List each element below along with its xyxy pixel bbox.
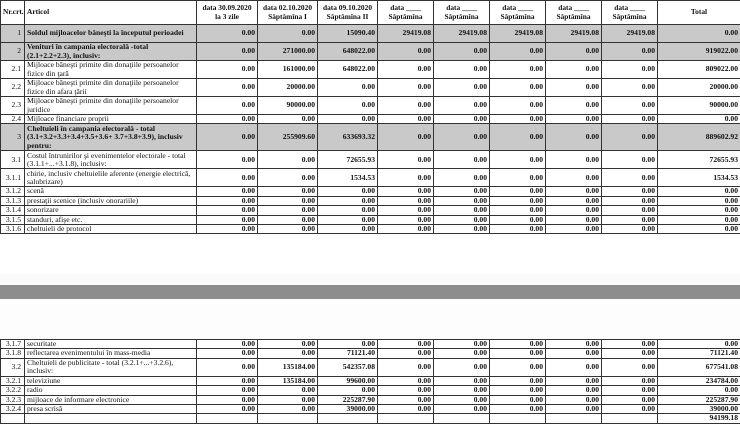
amount-cell: 0.00 (490, 215, 546, 224)
amount-cell: 0.00 (258, 196, 318, 205)
amount-cell: 0.00 (378, 358, 434, 376)
amount-cell: 0.00 (434, 386, 490, 395)
amount-cell: 0.00 (197, 376, 258, 385)
row-article: Mijloace băneşti primite din donaţiile persoanelor juridice (25, 97, 197, 115)
amount-cell: 0.00 (602, 340, 658, 349)
amount-cell: 0.00 (490, 115, 546, 124)
table-row (1, 115, 740, 124)
amount-cell: 0.00 (318, 97, 378, 115)
amount-cell: 633693.32 (318, 124, 378, 151)
row-number: 3.2.2 (1, 386, 25, 395)
amount-cell: 0.00 (258, 225, 318, 234)
row-number: 3.1.8 (1, 349, 25, 358)
row-article: televiziune (25, 376, 197, 385)
amount-cell: 0.00 (434, 43, 490, 61)
row-number: 3.1.2 (1, 187, 25, 196)
amount-cell: 29419.08 (378, 25, 434, 43)
amount-cell: 135184.00 (258, 376, 318, 385)
amount-cell: 0.00 (602, 169, 658, 187)
row-article: scenă (25, 187, 197, 196)
amount-cell: 0.00 (658, 115, 740, 124)
amount-cell: 0.00 (197, 43, 258, 61)
amount-cell: 648022.00 (318, 61, 378, 79)
amount-cell: 71121.40 (658, 349, 740, 358)
amount-cell: 0.00 (434, 405, 490, 414)
row-article: Cheltuieli în campania electorală - total (3.1+3.2+3.3+3.4+3.5+3.6+ 3.7+3.8+3.9), inclusiv pentru: (25, 124, 197, 151)
amount-cell: 0.00 (318, 206, 378, 215)
row-number: 3.1.3 (1, 196, 25, 205)
amount-cell: 809022.00 (658, 61, 740, 79)
amount-cell: 0.00 (378, 225, 434, 234)
amount-cell: 0.00 (378, 169, 434, 187)
amount-cell: 0.00 (546, 349, 602, 358)
amount-cell: 94199.18 (658, 414, 740, 423)
amount-cell: 0.00 (378, 395, 434, 404)
table-row (1, 206, 740, 215)
amount-cell: 15090.40 (318, 25, 378, 43)
table-row (1, 187, 740, 196)
amount-cell: 0.00 (197, 25, 258, 43)
amount-cell: 0.00 (378, 206, 434, 215)
amount-cell: 0.00 (546, 43, 602, 61)
amount-cell: 0.00 (197, 61, 258, 79)
amount-cell: 0.00 (378, 376, 434, 385)
amount-cell: 0.00 (434, 79, 490, 97)
amount-cell: 0.00 (197, 349, 258, 358)
amount-cell: 0.00 (546, 395, 602, 404)
row-article: mijloace de informare electronice (25, 395, 197, 404)
amount-cell (546, 414, 602, 423)
amount-cell: 0.00 (602, 386, 658, 395)
amount-cell: 0.00 (490, 395, 546, 404)
amount-cell: 0.00 (258, 151, 318, 169)
amount-cell: 0.00 (602, 43, 658, 61)
table-row (1, 43, 740, 61)
amount-cell: 0.00 (602, 405, 658, 414)
row-number: 3.1 (1, 151, 25, 169)
amount-cell: 0.00 (378, 151, 434, 169)
amount-cell: 0.00 (490, 196, 546, 205)
column-header: data ____ Săptămîna (602, 1, 658, 25)
amount-cell: 0.00 (197, 206, 258, 215)
amount-cell: 0.00 (318, 215, 378, 224)
amount-cell: 0.00 (197, 151, 258, 169)
amount-cell: 0.00 (434, 215, 490, 224)
row-article: securitate (25, 340, 197, 349)
row-number: 2 (1, 43, 25, 61)
amount-cell: 0.00 (490, 206, 546, 215)
row-number: 3.2.3 (1, 395, 25, 404)
amount-cell: 0.00 (258, 25, 318, 43)
amount-cell: 0.00 (602, 395, 658, 404)
amount-cell: 0.00 (378, 405, 434, 414)
amount-cell: 0.00 (546, 61, 602, 79)
amount-cell: 0.00 (258, 206, 318, 215)
amount-cell: 90000.00 (658, 97, 740, 115)
amount-cell: 0.00 (490, 358, 546, 376)
table-row (1, 151, 740, 169)
row-article: Venituri în campania electorală -total (2.1+2.2+2.3), inclusiv: (25, 43, 197, 61)
amount-cell: 39000.00 (318, 405, 378, 414)
row-article: Mijloace băneşti primite din donaţiile persoanelor fizice din afara ţării (25, 79, 197, 97)
amount-cell: 0.00 (658, 25, 740, 43)
row-number: 3.2 (1, 358, 25, 376)
row-article: Cheltuieli de publicitate - total (3.2.1+...+3.2.6), inclusiv: (25, 358, 197, 376)
amount-cell: 0.00 (378, 61, 434, 79)
column-header: data ____ Săptămîna (378, 1, 434, 25)
amount-cell: 0.00 (378, 97, 434, 115)
table-row (1, 349, 740, 358)
row-article (25, 414, 197, 423)
amount-cell: 0.00 (318, 225, 378, 234)
amount-cell: 0.00 (602, 358, 658, 376)
amount-cell: 0.00 (602, 215, 658, 224)
row-number: 3.1.1 (1, 169, 25, 187)
amount-cell: 0.00 (602, 349, 658, 358)
table-row (1, 414, 740, 423)
amount-cell: 72655.93 (658, 151, 740, 169)
amount-cell: 0.00 (658, 340, 740, 349)
amount-cell: 0.00 (546, 151, 602, 169)
amount-cell: 0.00 (490, 225, 546, 234)
amount-cell: 0.00 (658, 386, 740, 395)
amount-cell: 0.00 (378, 43, 434, 61)
table-row (1, 97, 740, 115)
amount-cell: 1534.53 (658, 169, 740, 187)
amount-cell: 0.00 (434, 115, 490, 124)
amount-cell: 542357.08 (318, 358, 378, 376)
amount-cell: 0.00 (602, 151, 658, 169)
amount-cell: 29419.08 (490, 25, 546, 43)
amount-cell: 0.00 (197, 169, 258, 187)
page-gap (0, 299, 740, 339)
amount-cell: 0.00 (318, 187, 378, 196)
amount-cell: 0.00 (658, 187, 740, 196)
amount-cell: 0.00 (378, 215, 434, 224)
amount-cell: 29419.08 (546, 25, 602, 43)
amount-cell: 0.00 (197, 405, 258, 414)
amount-cell: 0.00 (258, 349, 318, 358)
amount-cell: 0.00 (258, 395, 318, 404)
row-article: radio (25, 386, 197, 395)
amount-cell: 29419.08 (434, 25, 490, 43)
amount-cell: 0.00 (434, 169, 490, 187)
amount-cell: 20000.00 (658, 79, 740, 97)
row-article: Mijloace băneşti primite din donaţiile persoanelor fizice din ţară (25, 61, 197, 79)
table-row (1, 215, 740, 224)
table-row (1, 196, 740, 205)
amount-cell: 99600.00 (318, 376, 378, 385)
amount-cell: 20000.00 (258, 79, 318, 97)
row-number: 3.1.6 (1, 225, 25, 234)
amount-cell: 0.00 (546, 386, 602, 395)
amount-cell: 0.00 (434, 151, 490, 169)
amount-cell: 234784.00 (658, 376, 740, 385)
table-row (1, 79, 740, 97)
column-header: data ____ Săptămîna (546, 1, 602, 25)
amount-cell: 0.00 (546, 405, 602, 414)
amount-cell: 0.00 (258, 386, 318, 395)
header-row (1, 1, 740, 25)
row-article: standuri, afişe etc. (25, 215, 197, 224)
table-row (1, 405, 740, 414)
amount-cell: 0.00 (490, 61, 546, 79)
amount-cell: 0.00 (434, 395, 490, 404)
amount-cell: 0.00 (434, 376, 490, 385)
amount-cell: 648022.00 (318, 43, 378, 61)
row-number (1, 414, 25, 423)
amount-cell: 0.00 (602, 196, 658, 205)
amount-cell: 0.00 (318, 79, 378, 97)
amount-cell: 90000.00 (258, 97, 318, 115)
amount-cell: 0.00 (490, 151, 546, 169)
amount-cell: 0.00 (602, 79, 658, 97)
row-article: reflectarea evenimentului în mass-media (25, 349, 197, 358)
amount-cell: 0.00 (546, 187, 602, 196)
amount-cell: 0.00 (546, 124, 602, 151)
amount-cell: 0.00 (434, 340, 490, 349)
amount-cell: 0.00 (197, 215, 258, 224)
amount-cell: 72655.93 (318, 151, 378, 169)
amount-cell: 0.00 (546, 97, 602, 115)
table-row (1, 25, 740, 43)
column-header: data 09.10.2020 Săptămîna II (318, 1, 378, 25)
amount-cell: 0.00 (258, 169, 318, 187)
amount-cell: 0.00 (490, 187, 546, 196)
table-row (1, 376, 740, 385)
amount-cell (197, 414, 258, 423)
amount-cell: 0.00 (490, 386, 546, 395)
amount-cell: 0.00 (490, 43, 546, 61)
amount-cell: 0.00 (197, 124, 258, 151)
row-number: 3.1.7 (1, 340, 25, 349)
amount-cell: 0.00 (197, 196, 258, 205)
row-number: 2.1 (1, 61, 25, 79)
amount-cell: 0.00 (602, 124, 658, 151)
amount-cell: 0.00 (197, 187, 258, 196)
amount-cell: 0.00 (434, 349, 490, 358)
amount-cell: 0.00 (378, 196, 434, 205)
amount-cell: 255909.60 (258, 124, 318, 151)
table-row (1, 395, 740, 404)
amount-cell: 0.00 (490, 376, 546, 385)
amount-cell: 0.00 (318, 340, 378, 349)
row-article: Soldul mijloacelor băneşti la începutul perioadei (25, 25, 197, 43)
amount-cell: 0.00 (490, 405, 546, 414)
amount-cell: 0.00 (546, 206, 602, 215)
amount-cell (318, 414, 378, 423)
amount-cell (602, 414, 658, 423)
amount-cell: 0.00 (658, 215, 740, 224)
amount-cell: 135184.00 (258, 358, 318, 376)
amount-cell (434, 414, 490, 423)
row-article: sonorizare (25, 206, 197, 215)
amount-cell (378, 414, 434, 423)
amount-cell: 0.00 (434, 61, 490, 79)
amount-cell: 0.00 (378, 115, 434, 124)
amount-cell: 0.00 (490, 169, 546, 187)
table-row (1, 386, 740, 395)
column-header: data ____ Săptămîna (490, 1, 546, 25)
amount-cell: 1534.53 (318, 169, 378, 187)
amount-cell: 0.00 (602, 61, 658, 79)
amount-cell: 677541.08 (658, 358, 740, 376)
amount-cell: 0.00 (490, 340, 546, 349)
page-gap (0, 274, 740, 285)
amount-cell: 0.00 (318, 196, 378, 205)
amount-cell: 0.00 (258, 215, 318, 224)
amount-cell: 0.00 (318, 115, 378, 124)
amount-cell: 0.00 (546, 358, 602, 376)
amount-cell: 0.00 (546, 376, 602, 385)
row-number: 2.3 (1, 97, 25, 115)
amount-cell: 0.00 (434, 97, 490, 115)
amount-cell: 0.00 (197, 358, 258, 376)
row-number: 3.1.5 (1, 215, 25, 224)
row-article: prestaţii scenice (inclusiv onorariile) (25, 196, 197, 205)
table-row (1, 124, 740, 151)
amount-cell: 0.00 (197, 115, 258, 124)
amount-cell: 0.00 (602, 206, 658, 215)
amount-cell: 0.00 (197, 97, 258, 115)
amount-cell: 919022.00 (658, 43, 740, 61)
row-number: 3.2.4 (1, 405, 25, 414)
table-row (1, 61, 740, 79)
amount-cell: 0.00 (258, 115, 318, 124)
column-header: Nr.crt. (1, 1, 25, 25)
table-row (1, 225, 740, 234)
amount-cell: 0.00 (546, 169, 602, 187)
column-header: data 30.09.2020 la 3 zile (197, 1, 258, 25)
amount-cell: 0.00 (602, 115, 658, 124)
row-number: 2.2 (1, 79, 25, 97)
amount-cell: 0.00 (258, 187, 318, 196)
amount-cell: 0.00 (434, 124, 490, 151)
amount-cell: 0.00 (490, 97, 546, 115)
amount-cell: 0.00 (434, 358, 490, 376)
amount-cell: 0.00 (658, 225, 740, 234)
amount-cell: 0.00 (378, 349, 434, 358)
amount-cell: 0.00 (546, 225, 602, 234)
amount-cell: 0.00 (546, 340, 602, 349)
amount-cell: 0.00 (378, 187, 434, 196)
row-article: cheltuieli de protocol (25, 225, 197, 234)
column-header: Articol (25, 1, 197, 25)
row-number: 2.4 (1, 115, 25, 124)
amount-cell: 0.00 (378, 386, 434, 395)
amount-cell: 0.00 (434, 196, 490, 205)
amount-cell: 0.00 (434, 187, 490, 196)
column-header: data 02.10.2020 Săptămîna I (258, 1, 318, 25)
amount-cell: 0.00 (602, 97, 658, 115)
amount-cell: 39000.00 (658, 405, 740, 414)
amount-cell: 0.00 (197, 340, 258, 349)
amount-cell: 0.00 (546, 196, 602, 205)
page-separator (0, 285, 740, 299)
amount-cell: 0.00 (546, 115, 602, 124)
amount-cell: 0.00 (197, 386, 258, 395)
report-table-bottom (0, 339, 740, 424)
amount-cell: 0.00 (197, 225, 258, 234)
row-number: 1 (1, 25, 25, 43)
amount-cell: 0.00 (378, 79, 434, 97)
row-article: chirie, inclusiv cheltuielile aferente (energie electrică, salubrizare) (25, 169, 197, 187)
row-article: Mijloace financiare proprii (25, 115, 197, 124)
amount-cell: 0.00 (602, 376, 658, 385)
amount-cell: 0.00 (378, 124, 434, 151)
amount-cell: 0.00 (434, 225, 490, 234)
column-header: Total (658, 1, 740, 25)
amount-cell: 0.00 (602, 187, 658, 196)
amount-cell: 0.00 (602, 225, 658, 234)
amount-cell: 225287.90 (658, 395, 740, 404)
table-row (1, 169, 740, 187)
row-number: 3.2.1 (1, 376, 25, 385)
amount-cell: 0.00 (318, 386, 378, 395)
amount-cell: 0.00 (490, 349, 546, 358)
amount-cell: 0.00 (658, 206, 740, 215)
table-row (1, 358, 740, 376)
amount-cell: 889602.92 (658, 124, 740, 151)
amount-cell: 271000.00 (258, 43, 318, 61)
amount-cell: 0.00 (258, 340, 318, 349)
amount-cell: 0.00 (258, 405, 318, 414)
table-row (1, 340, 740, 349)
amount-cell: 0.00 (658, 196, 740, 205)
row-number: 3.1.4 (1, 206, 25, 215)
row-article: Costul întrunirilor şi evenimentelor electorale - total (3.1.1+...+3.1.8), inclusiv: (25, 151, 197, 169)
amount-cell (490, 414, 546, 423)
row-article: presa scrisă (25, 405, 197, 414)
amount-cell: 0.00 (490, 79, 546, 97)
amount-cell: 71121.40 (318, 349, 378, 358)
amount-cell (258, 414, 318, 423)
amount-cell: 0.00 (546, 215, 602, 224)
amount-cell: 161000.00 (258, 61, 318, 79)
amount-cell: 0.00 (197, 395, 258, 404)
amount-cell: 0.00 (546, 79, 602, 97)
column-header: data ____ Săptămîna (434, 1, 490, 25)
amount-cell: 225287.90 (318, 395, 378, 404)
amount-cell: 0.00 (197, 79, 258, 97)
amount-cell: 29419.08 (602, 25, 658, 43)
row-number: 3 (1, 124, 25, 151)
amount-cell: 0.00 (434, 206, 490, 215)
amount-cell: 0.00 (490, 124, 546, 151)
amount-cell: 0.00 (378, 340, 434, 349)
